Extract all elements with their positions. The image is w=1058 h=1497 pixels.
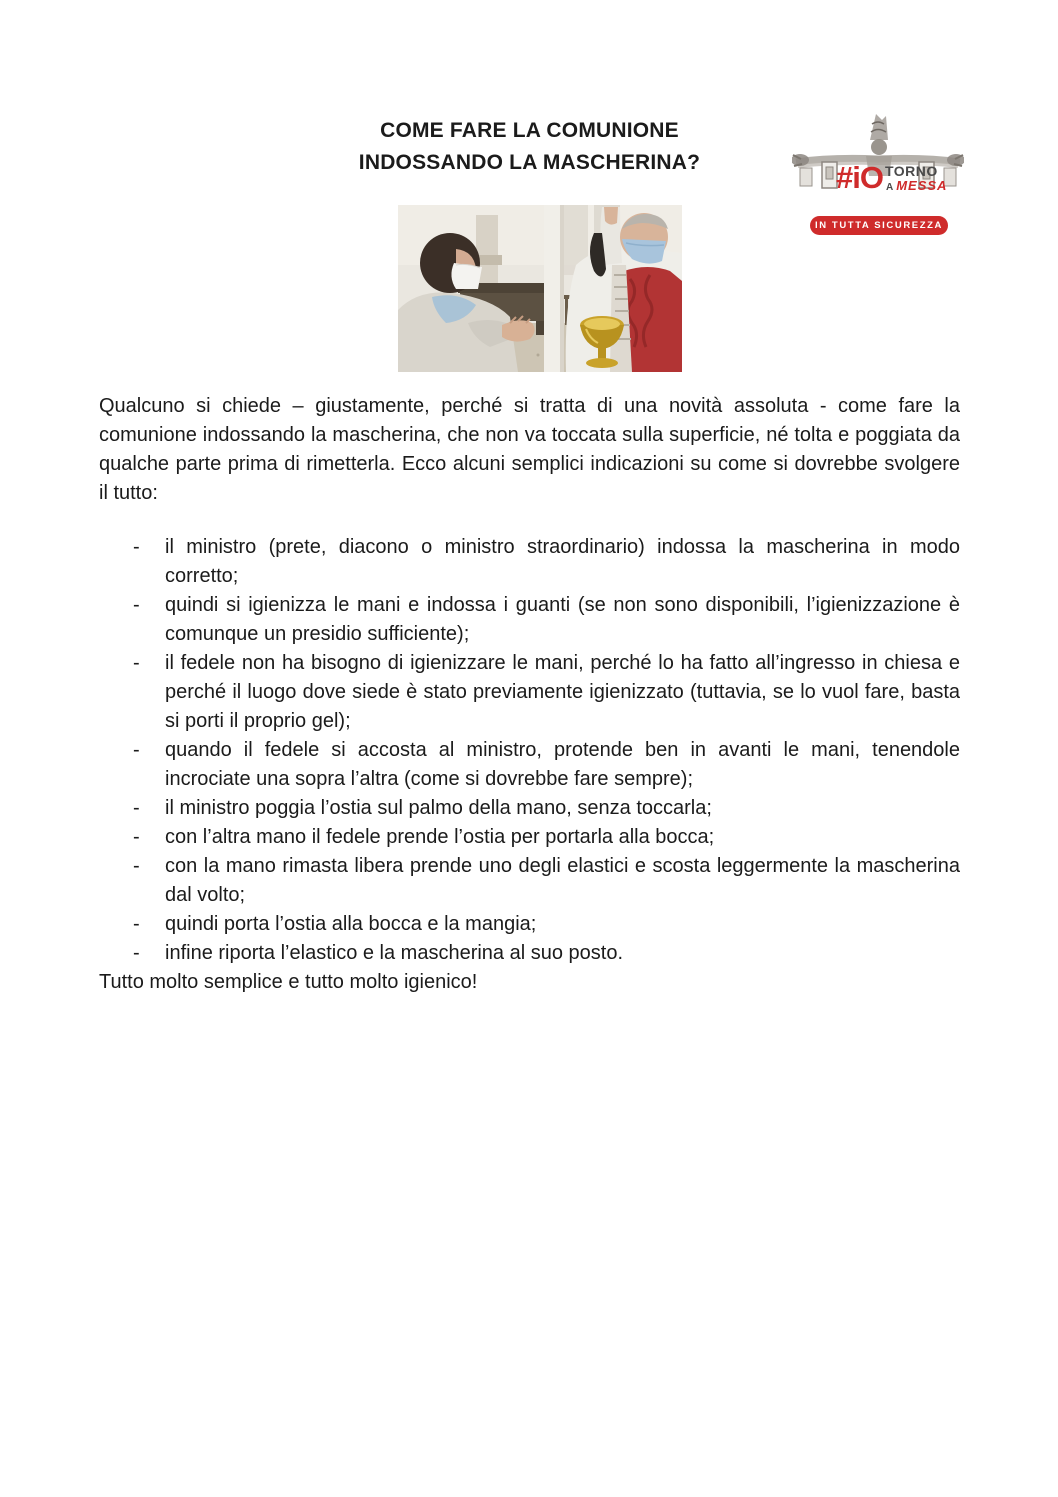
list-item-text: quindi si igienizza le mani e indossa i guanti (se non sono disponibili, l’igienizzazione è comunque un presidio sufficiente); [165,594,960,645]
bullet-dash: - [133,855,140,877]
list-item [99,794,960,823]
intro-paragraph: Qualcuno si chiede – giustamente, perché si tratta di una novità assoluta - come fare la comunione indossando la mascherina, che non va toccata sulla superficie, né tolta e poggiata da qualche parte prima di rimetterla. Ecco alcuni semplici indicazioni su come si dovrebbe svolgere il tutto: [99,395,960,504]
bullet-dash: - [133,913,140,935]
bullet-dash: - [133,739,140,761]
bullet-dash: - [133,652,140,674]
list-item [99,823,960,852]
list-item-text: infine riporta l’elastico e la mascherina al suo posto. [165,942,624,964]
instruction-list [99,533,960,968]
list-item [99,649,960,736]
list-item-text: quando il fedele si accosta al ministro, protende ben in avanti le mani, tenendole incrociate una sopra l’altra (come si dovrebbe fare sempre); [165,739,960,790]
communion-photo-illustration [398,205,682,372]
list-item [99,736,960,794]
logo-torno: TORNO [884,163,938,179]
list-item-text: con l’altra mano il fedele prende l’ostia per portarla alla bocca; [165,826,715,848]
list-item [99,910,960,939]
logo-safety-banner: IN TUTTA SICUREZZA [810,216,948,235]
communion-photo [398,205,682,372]
document-body [99,392,960,997]
bullet-dash: - [133,826,140,848]
bullet-dash: - [133,594,140,616]
list-item-text: quindi porta l’ostia alla bocca e la mangia; [165,913,537,935]
page-title-line1: COME FARE LA COMUNIONE [380,119,679,142]
logo-hashtag: #iO [836,160,883,195]
bullet-dash: - [133,797,140,819]
list-item [99,939,960,968]
list-item [99,852,960,910]
list-item-text: il ministro poggia l’ostia sul palmo della mano, senza toccarla; [165,797,712,819]
list-item-text: il fedele non ha bisogno di igienizzare le mani, perché lo ha fatto all’ingresso in chiesa e perché il luogo dove siede è stato previamente igienizzato (tuttavia, se lo vuol fare, basta si porti il proprio gel); [165,652,960,732]
page-title-line2: INDOSSANDO LA MASCHERINA? [358,151,701,174]
list-item [99,591,960,649]
logo-messa: MESSA [896,178,948,193]
bullet-dash: - [133,536,140,558]
list-item [99,533,960,591]
logo-a: A [885,182,894,193]
closing-line: Tutto molto semplice e tutto molto igienico! [99,971,478,993]
logo-wordmark [836,162,947,193]
io-torno-a-messa-logo [792,110,964,236]
list-item-text: con la mano rimasta libera prende uno degli elastici e scosta leggermente la mascherina dal volto; [165,855,960,906]
bullet-dash: - [133,942,140,964]
list-item-text: il ministro (prete, diacono o ministro straordinario) indossa la mascherina in modo corretto; [165,536,960,587]
